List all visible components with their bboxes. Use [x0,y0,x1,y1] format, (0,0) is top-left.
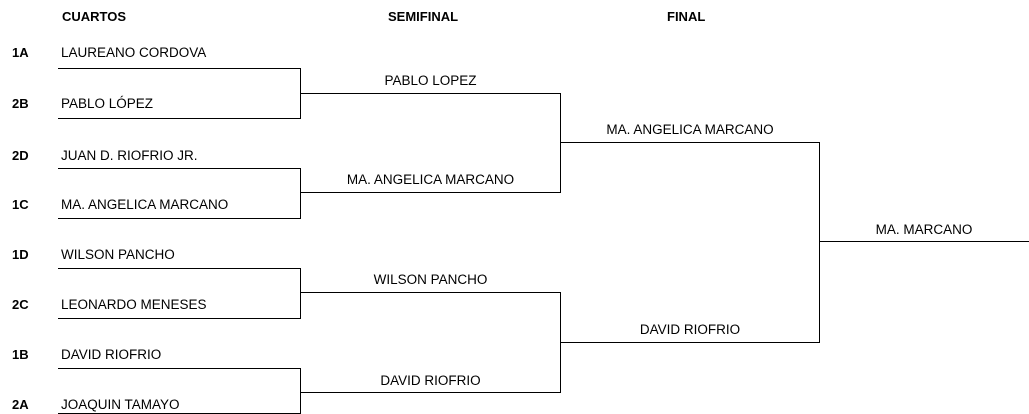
bracket-line [560,142,820,143]
semifinal-player: WILSON PANCHO [373,272,488,287]
champion-name: MA. MARCANO [875,222,973,237]
champion-line [819,241,1029,242]
seed-label: 2A [12,397,29,412]
final-player: DAVID RIOFRIO [639,322,741,337]
bracket-connector [560,93,561,193]
semifinal-player: DAVID RIOFRIO [380,373,481,388]
bracket-line [300,392,561,393]
bracket-line [58,218,301,219]
header-semifinals: SEMIFINAL [388,9,459,24]
seed-label: 2B [12,96,29,111]
bracket-line [58,318,301,319]
semifinal-player: PABLO LOPEZ [384,73,477,88]
seed-label: 1C [12,197,29,212]
quarterfinal-player: PABLO LÓPEZ [61,96,154,111]
seed-label: 1B [12,347,29,362]
quarterfinal-player: JOAQUIN TAMAYO [61,397,180,412]
bracket-connector [819,142,820,343]
seed-label: 1D [12,247,29,262]
header-final: FINAL [667,9,706,24]
seed-label: 1A [12,45,29,60]
bracket-line [300,292,561,293]
seed-label: 2D [12,148,29,163]
quarterfinal-player: WILSON PANCHO [61,247,175,262]
bracket-line [300,192,561,193]
quarterfinal-player: MA. ANGELICA MARCANO [61,197,229,212]
semifinal-player: MA. ANGELICA MARCANO [346,172,515,187]
quarterfinal-player: LAUREANO CORDOVA [61,45,207,60]
final-player: MA. ANGELICA MARCANO [606,122,774,137]
bracket-line [560,342,820,343]
quarterfinal-player: JUAN D. RIOFRIO JR. [61,148,198,163]
bracket-line [58,368,301,369]
seed-label: 2C [12,297,29,312]
bracket-line [58,268,301,269]
quarterfinal-player: DAVID RIOFRIO [61,347,162,362]
quarterfinal-player: LEONARDO MENESES [61,297,207,312]
bracket-line [300,93,561,94]
bracket-line [58,68,301,69]
bracket-line [58,118,301,119]
header-quarterfinals: CUARTOS [62,9,127,24]
bracket-line [58,168,301,169]
